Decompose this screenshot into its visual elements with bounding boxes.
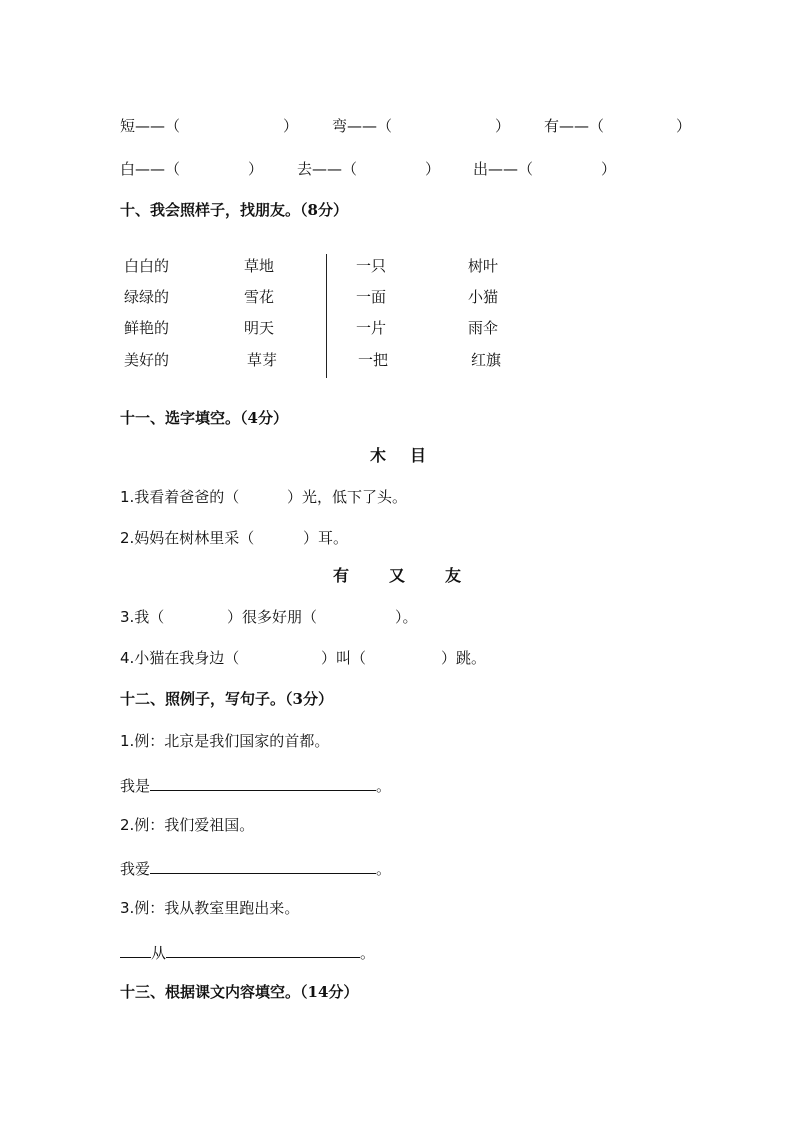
antonym-prompt: 短——（	[120, 117, 181, 135]
match-word: 明天	[244, 319, 275, 337]
antonym-prompt: 有——（	[544, 117, 605, 135]
antonym-prompt: 去——（	[297, 160, 358, 178]
paren-close: ）	[676, 117, 692, 135]
match-word: 草地	[244, 257, 275, 275]
match-word: 草芽	[247, 351, 278, 369]
question-4-end: ）跳。	[441, 649, 487, 667]
match-word: 红旗	[471, 351, 502, 369]
match-word: 一把	[358, 351, 389, 369]
match-word: 雨伞	[468, 319, 499, 337]
period: 。	[360, 944, 376, 962]
paren-close: ）	[248, 160, 264, 178]
choice-char: 木	[370, 446, 387, 465]
match-word: 绿绿的	[124, 288, 170, 306]
question-2-start: 2.妈妈在树林里采（	[120, 529, 255, 547]
choice-char: 友	[445, 566, 462, 585]
example-1: 1.例：北京是我们国家的首都。	[120, 732, 330, 750]
paren-close: ）	[283, 117, 299, 135]
answer-prefix: 从	[151, 944, 167, 962]
question-3-start: 3.我（	[120, 608, 165, 626]
blank-line[interactable]	[166, 943, 360, 958]
question-4-mid: ）叫（	[321, 649, 367, 667]
choice-char: 有	[333, 566, 350, 585]
question-3-end: ）。	[395, 608, 418, 626]
antonym-prompt: 出——（	[473, 160, 534, 178]
period: 。	[376, 777, 392, 795]
blank-line[interactable]	[150, 859, 376, 874]
blank-line[interactable]	[120, 943, 151, 958]
section-13-title: 十三、根据课文内容填空。（14分）	[120, 983, 359, 1001]
match-word: 美好的	[124, 351, 170, 369]
answer-line-2	[120, 859, 391, 877]
question-1-end: ）光，低下了头。	[287, 488, 408, 506]
match-word: 树叶	[468, 257, 499, 275]
answer-prefix: 我是	[120, 777, 151, 795]
example-3: 3.例：我从教室里跑出来。	[120, 899, 300, 917]
match-word: 雪花	[244, 288, 275, 306]
blank-line[interactable]	[150, 776, 376, 791]
period: 。	[376, 860, 392, 878]
match-word: 一片	[356, 319, 387, 337]
question-2-end: ）耳。	[303, 529, 349, 547]
question-4-start: 4.小猫在我身边（	[120, 649, 240, 667]
paren-close: ）	[425, 160, 441, 178]
question-3-mid: ）很多好朋（	[227, 608, 318, 626]
paren-close: ）	[495, 117, 511, 135]
match-word: 一只	[356, 257, 387, 275]
section-11-title: 十一、选字填空。（4分）	[120, 409, 288, 427]
match-word: 小猫	[468, 288, 499, 306]
answer-prefix: 我爱	[120, 860, 151, 878]
paren-close: ）	[601, 160, 617, 178]
choice-char: 目	[410, 446, 427, 465]
choice-char: 又	[389, 566, 406, 585]
answer-line-1	[120, 776, 391, 794]
match-word: 鲜艳的	[124, 319, 170, 337]
antonym-prompt: 白——（	[120, 160, 181, 178]
section-12-title: 十二、照例子，写句子。（3分）	[120, 690, 333, 708]
answer-line-3	[120, 943, 375, 961]
column-divider	[326, 254, 327, 378]
antonym-prompt: 弯——（	[332, 117, 393, 135]
match-word: 白白的	[124, 257, 170, 275]
example-2: 2.例：我们爱祖国。	[120, 816, 255, 834]
match-word: 一面	[356, 288, 387, 306]
question-1-start: 1.我看着爸爸的（	[120, 488, 240, 506]
section-10-title: 十、我会照样子，找朋友。（8分）	[120, 201, 348, 219]
